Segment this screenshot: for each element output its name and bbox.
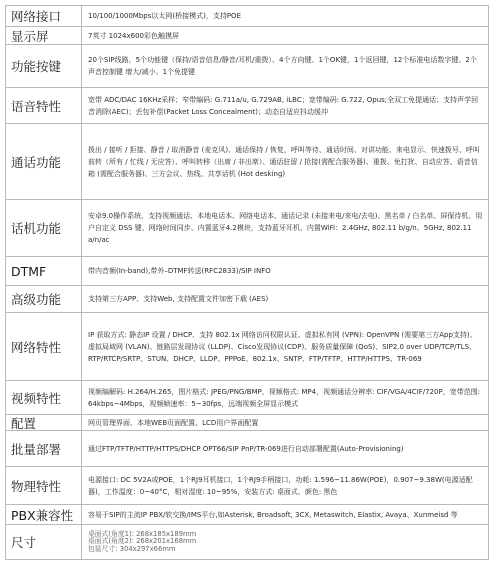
spec-row-advanced xyxy=(5,286,489,313)
spec-row-network xyxy=(5,313,489,381)
row-value: IP 获取方式: 静态IP 设置 / DHCP、支持 802.1x 网络访问权限认证、虚拟私有网 (VPN): OpenVPN (需要第三方App支持)、虚拟局域网 (VLAN)、链路层发现协议 (LLDP)、Cisco发现协议(CDP)、服务质量保障 (QoS)、SIP2.0 over UDP/TCP/TLS、RTP/RTCP/SRTP、STUN、DHCP、LLDP、PPPoE、802.1x、SNTP、FTP/TFTP、HTTP/HTTPS、TR-069 xyxy=(88,330,477,363)
row-value: 容易于SIP的主流IP PBX/软交换/IMS平台,如Asterisk, Broadsoft, 3CX, Metaswitch, Elastix, Avaya、Xunmeisd 等 xyxy=(88,510,458,519)
row-value: 支持第三方APP、支持Web, 支持配置文件加密下载 (AES) xyxy=(88,295,269,303)
row-label: 网络特性 xyxy=(6,313,82,380)
row-value: 拨出 / 接听 / 拒接、静音 / 取消静音 (麦克风)、通话保持 / 恢复，呼叫等待、通话时间、对讲功能、来电显示、快速拨号、呼叫前转（所有 / 忙线 / 无应答）、呼叫转移（出席 / 非出席）、通话驻留 / 抢接(需配合服务器)、重拨、免打扰、自动应答、语音信箱 (需配合服务器)、三方会议、热线、共享话机 (Hot desking) xyxy=(88,145,480,178)
row-label: 通话功能 xyxy=(6,124,82,199)
dimension-line: 包装尺寸: 304x297x66mm xyxy=(88,544,176,553)
spec-row-phone xyxy=(5,200,489,257)
row-label: 显示屏 xyxy=(6,27,82,44)
spec-row-call xyxy=(5,124,489,200)
dimension-line: 桌面式(角度2): 268x201x168mm xyxy=(88,537,197,546)
row-label: 功能按键 xyxy=(6,45,82,87)
row-value: 电源接口: DC 5V2A或POE，1个RJ9耳机接口，1个RJ9手柄接口，功耗: 1.596~11.86W(POE)，0.907~9.38W(电源适配器)，工作温度：0~40°C，相对湿度: 10~95%，安装方式: 桌面式、颜色: 黑色 xyxy=(88,475,473,496)
row-label: 话机功能 xyxy=(6,200,82,256)
row-value: 网页管理界面、本地WEB页面配置、LCD用户界面配置 xyxy=(88,418,259,427)
row-label: 配置 xyxy=(6,415,82,430)
row-value: 10/100/1000Mbps以太网(桥接模式)，支持POE xyxy=(88,12,241,20)
spec-row-function-keys xyxy=(5,45,489,88)
row-label: 尺寸 xyxy=(6,525,82,559)
spec-row-network-interface xyxy=(5,6,489,27)
row-label: 语音特性 xyxy=(6,88,82,123)
row-label: DTMF xyxy=(6,257,82,285)
row-value: 20个SIP线路，5个功能键（保持/语音信息/静音/耳机/重拨）、4个方向键、1个OK键，1个返回键，12个标准电话数字键、2个声音控制键 增大/减小、1个免提键 xyxy=(88,56,477,76)
row-value: 通过FTP/TFTP/HTTP/HTTPS/DHCP OPT66/SIP PnP/TR-069进行自动部署配置(Auto-Provisioning) xyxy=(88,444,404,453)
spec-row-voice xyxy=(5,88,489,124)
row-label: 批量部署 xyxy=(6,431,82,466)
row-label: 高级功能 xyxy=(6,286,82,312)
spec-row-display xyxy=(5,27,489,45)
row-value: 视频编解码: H.264/H.265，图片格式: JPEG/PNG/BMP，视频格式: MP4，视频通话分辨率: CIF/VGA/4CIF/720P，宽带范围: 64kbps~4Mbps，视频帧速率：5~30fps，远端视频全屏显示模式 xyxy=(88,387,481,408)
spec-row-config xyxy=(5,415,489,431)
spec-row-video xyxy=(5,381,489,415)
spec-row-dimensions xyxy=(5,525,489,560)
row-label: 视频特性 xyxy=(6,381,82,414)
spec-row-pbx xyxy=(5,505,489,525)
row-value: 带内音频(In-band),带外–DTMF转送(RFC2833)/SIP INFO xyxy=(88,267,271,275)
row-label: 网络接口 xyxy=(6,6,82,26)
spec-row-physical xyxy=(5,467,489,505)
row-value: 宽带 ADC/DAC 16KHz采样；窄带编码: G.711a/u, G.729AB, iLBC；宽带编码: G.722, Opus;全双工免提通话；支持声学回音消除(AEC)；丢包补偿(Packet Loss Concealment)；动态自适应抖动缓冲 xyxy=(88,95,479,116)
dimension-line: 桌面式(角度1): 268x185x189mm xyxy=(88,529,197,538)
row-label: PBX兼容性 xyxy=(6,505,82,524)
row-value: 7英寸 1024x600彩色触摸屏 xyxy=(88,31,179,40)
row-value: 安卓9.0操作系统、支持视频通话、本地电话本、网络电话本、通话记录 (未接来电/来电/去电)、黑名单 / 白名单、屏保待机、用户自定义 DSS 键、网络时间同步、内置蓝牙4.2模块，支持蓝牙耳机、内置WiFi：2.4GHz, 802.11 b/g/n、5GHz, 802.11 a/n/ac xyxy=(88,212,483,244)
row-value xyxy=(82,525,488,559)
spec-row-provisioning xyxy=(5,431,489,467)
row-label: 物理特性 xyxy=(6,467,82,504)
spec-row-dtmf xyxy=(5,257,489,286)
spec-table xyxy=(5,5,489,560)
